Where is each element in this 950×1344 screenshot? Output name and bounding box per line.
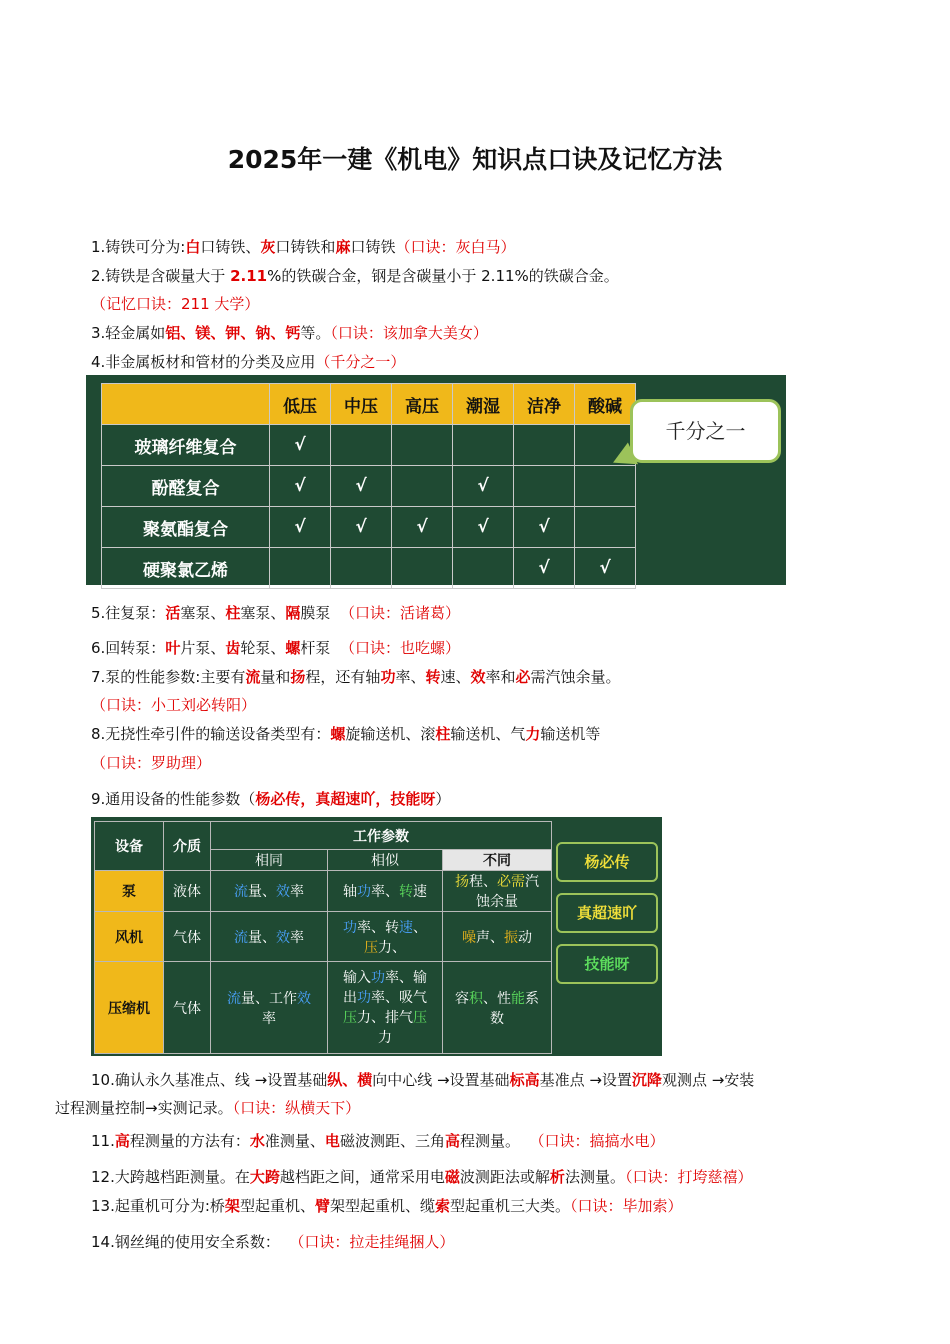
- cell-different: 扬程、必需汽 蚀余量: [443, 871, 552, 912]
- item-3: 3.轻金属如铝、镁、钾、钠、钙等。（口诀：该加拿大美女）: [91, 324, 488, 342]
- speech-bubble: 千分之一: [630, 399, 781, 463]
- item-6: 6.回转泵：叶片泵、齿轮泵、螺杆泵 （口诀：也吃螺）: [91, 639, 460, 657]
- cell: [392, 425, 453, 466]
- corner-cell: [102, 384, 270, 425]
- row-header: 硬聚氯乙烯: [102, 548, 270, 589]
- cell: √: [270, 466, 331, 507]
- cell: √: [453, 507, 514, 548]
- item-7: 7.泵的性能参数:主要有流量和扬程，还有轴功率、转速、效率和必需汽蚀余量。: [91, 668, 621, 686]
- table-row: [95, 871, 552, 912]
- table-row: [102, 466, 636, 507]
- header-similar: 相似: [328, 850, 443, 871]
- table-row: [95, 912, 552, 962]
- cell-same: 流量、工作效 率: [211, 962, 328, 1054]
- item-8: 8.无挠性牵引件的输送设备类型有：螺旋输送机、滚柱输送机、气力输送机等: [91, 725, 601, 743]
- table-row: [95, 962, 552, 1054]
- header-medium: 介质: [164, 822, 211, 871]
- item-12: 12.大跨越档距测量。在大跨越档距之间，通常采用电磁波测距法或解析法测量。（口诀：打垮慈禧）: [91, 1168, 753, 1186]
- col-header: 酸碱: [575, 384, 636, 425]
- item-13: 13.起重机可分为:桥架型起重机、臂架型起重机、缆索型起重机三大类。（口诀：毕加索）: [91, 1197, 683, 1215]
- cell-medium: 气体: [164, 912, 211, 962]
- cell: √: [575, 548, 636, 589]
- page-title: 2025年一建《机电》知识点口诀及记忆方法: [227, 145, 723, 174]
- cell-medium: 液体: [164, 871, 211, 912]
- row-header-pump: 泵: [95, 871, 164, 912]
- pipe-classification-table: [101, 383, 636, 589]
- cell: √: [270, 507, 331, 548]
- header-work-params: 工作参数: [211, 822, 552, 850]
- item-10-cont: 过程测量控制→实测记录。（口诀：纵横天下）: [55, 1099, 361, 1117]
- item-1: 1.铸铁可分为:白口铸铁、灰口铸铁和麻口铸铁（口诀：灰白马）: [91, 238, 516, 256]
- header-device: 设备: [95, 822, 164, 871]
- table-header-row: [102, 384, 636, 425]
- cell: [453, 548, 514, 589]
- col-header: 低压: [270, 384, 331, 425]
- table-row: [102, 507, 636, 548]
- header-same: 相同: [211, 850, 328, 871]
- cell: [270, 548, 331, 589]
- cell: [331, 425, 392, 466]
- cell: [514, 466, 575, 507]
- item-4: 4.非金属板材和管材的分类及应用（千分之一）: [91, 353, 406, 371]
- col-header: 洁净: [514, 384, 575, 425]
- col-header: 高压: [392, 384, 453, 425]
- row-header-fan: 风机: [95, 912, 164, 962]
- mnemonic-label-2: 真超速吖: [556, 893, 658, 933]
- item-9: 9.通用设备的性能参数（杨必传，真超速吖，技能呀）: [91, 790, 451, 808]
- item-8-mnemonic: （口诀：罗助理）: [91, 754, 212, 772]
- col-header: 中压: [331, 384, 392, 425]
- col-header: 潮湿: [453, 384, 514, 425]
- mnemonic-label-3: 技能呀: [556, 944, 658, 984]
- cell: √: [331, 507, 392, 548]
- cell: √: [514, 507, 575, 548]
- item-2-mnemonic: （记忆口诀：211 大学）: [91, 295, 260, 313]
- cell-medium: 气体: [164, 962, 211, 1054]
- cell: [331, 548, 392, 589]
- table-row: [102, 425, 636, 466]
- cell-same: 流量、效率: [211, 912, 328, 962]
- cell: √: [270, 425, 331, 466]
- equipment-parameters-board: [91, 817, 662, 1056]
- equipment-parameters-table: [94, 821, 552, 1054]
- cell: [575, 466, 636, 507]
- cell-different: 噪声、振动: [443, 912, 552, 962]
- cell: √: [453, 466, 514, 507]
- row-header: 聚氨酯复合: [102, 507, 270, 548]
- item-11: 11.高程测量的方法有：水准测量、电磁波测距、三角高程测量。 （口诀：搞搞水电）: [91, 1132, 665, 1150]
- item-2: 2.铸铁是含碳量大于 2.11%的铁碳合金，钢是含碳量小于 2.11%的铁碳合金。: [91, 267, 619, 285]
- mnemonic-label-1: 杨必传: [556, 842, 658, 882]
- item-7-mnemonic: （口诀：小工刘必转阳）: [91, 696, 257, 714]
- cell: √: [392, 507, 453, 548]
- item-14: 14.钢丝绳的使用安全系数： （口诀：拉走挂绳捆人）: [91, 1233, 455, 1251]
- cell-different: 容积、性能系 数: [443, 962, 552, 1054]
- header-different: 不同: [443, 850, 552, 871]
- item-10: 10.确认永久基准点、线 →设置基础纵、横向中心线 →设置基础标高基准点 →设置沉降观测点 →安装: [91, 1071, 755, 1089]
- cell: √: [514, 548, 575, 589]
- cell-same: 流量、效率: [211, 871, 328, 912]
- row-header: 酚醛复合: [102, 466, 270, 507]
- cell: √: [331, 466, 392, 507]
- table-row: [102, 548, 636, 589]
- cell-similar: 功率、转速、 压力、: [328, 912, 443, 962]
- cell: [514, 425, 575, 466]
- item-5: 5.往复泵：活塞泵、柱塞泵、隔膜泵 （口诀：活诸葛）: [91, 604, 460, 622]
- cell-similar: 输入功率、输 出功率、吸气 压力、排气压 力: [328, 962, 443, 1054]
- cell: [575, 507, 636, 548]
- cell: [392, 466, 453, 507]
- cell: [453, 425, 514, 466]
- row-header: 玻璃纤维复合: [102, 425, 270, 466]
- cell-similar: 轴功率、转速: [328, 871, 443, 912]
- row-header-compressor: 压缩机: [95, 962, 164, 1054]
- cell: [392, 548, 453, 589]
